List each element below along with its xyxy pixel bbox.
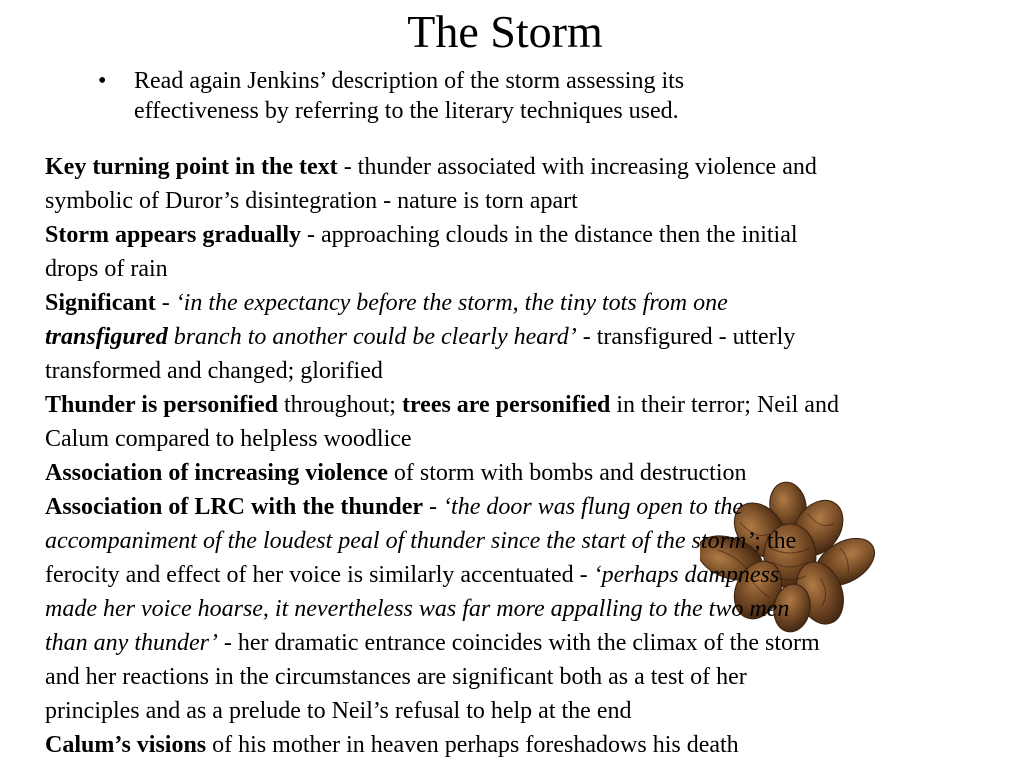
line: than any thunder’ - her dramatic entrance coincides with the climax of the storm — [45, 630, 820, 656]
slide-title: The Storm — [407, 6, 603, 57]
key-point: Calum’s visions — [45, 732, 207, 758]
quote: ‘in the expectancy before the storm, the tiny tots from one — [175, 290, 728, 316]
line: Storm appears gradually - approaching clouds in the distance then the initial — [45, 222, 798, 248]
line: Thunder is personified throughout; trees are personified in their terror; Neil and — [45, 392, 839, 418]
quote: transfigured branch to another could be clearly heard’ — [45, 324, 577, 350]
line: Significant - ‘in the expectancy before the storm, the tiny tots from one — [45, 290, 728, 316]
line: accompaniment of the loudest peal of thunder since the start of the storm’; the — [45, 528, 797, 554]
line: Association of LRC with the thunder - ‘the door was flung open to the — [45, 494, 744, 520]
instruction-bullet — [98, 66, 818, 126]
bullet-line-1: Read again Jenkins’ description of the storm assessing its — [134, 68, 685, 94]
line: Calum’s visions of his mother in heaven perhaps foreshadows his death — [45, 732, 739, 758]
line: ferocity and effect of her voice is similarly accentuated - ‘perhaps dampness — [45, 562, 780, 588]
key-point: Thunder is personified — [45, 392, 278, 418]
quote: ‘perhaps dampness — [593, 562, 780, 588]
line: drops of rain — [45, 256, 168, 282]
key-point: Key turning point in the text — [45, 154, 338, 180]
key-point: Storm appears gradually — [45, 222, 302, 248]
quote: ‘the door was flung open to the — [443, 494, 744, 520]
quote: made her voice hoarse, it nevertheless was far more appalling to the two men — [45, 596, 790, 622]
line: symbolic of Duror’s disintegration - nature is torn apart — [45, 188, 578, 214]
line: Association of increasing violence of storm with bombs and destruction — [45, 460, 747, 486]
key-point: Association of LRC with the thunder — [45, 494, 424, 520]
key-point: trees are personified — [401, 392, 611, 418]
line: Calum compared to helpless woodlice — [45, 426, 412, 452]
key-point: Significant — [45, 290, 156, 316]
line: Key turning point in the text - thunder associated with increasing violence and — [45, 154, 817, 180]
bullet-line-2: effectiveness by referring to the literary techniques used. — [134, 98, 679, 124]
notes-body — [45, 150, 1010, 762]
line: transformed and changed; glorified — [45, 358, 383, 384]
quote: accompaniment of the loudest peal of thunder since the start of the storm’ — [45, 528, 755, 554]
line: and her reactions in the circumstances are significant both as a test of her — [45, 664, 747, 690]
key-point: Association of increasing violence — [45, 460, 388, 486]
line: transfigured branch to another could be clearly heard’ - transfigured - utterly — [45, 324, 796, 350]
line: principles and as a prelude to Neil’s refusal to help at the end — [45, 698, 632, 724]
line — [45, 592, 1010, 626]
quote: than any thunder’ — [45, 630, 218, 656]
bullet-marker: • — [98, 68, 107, 94]
